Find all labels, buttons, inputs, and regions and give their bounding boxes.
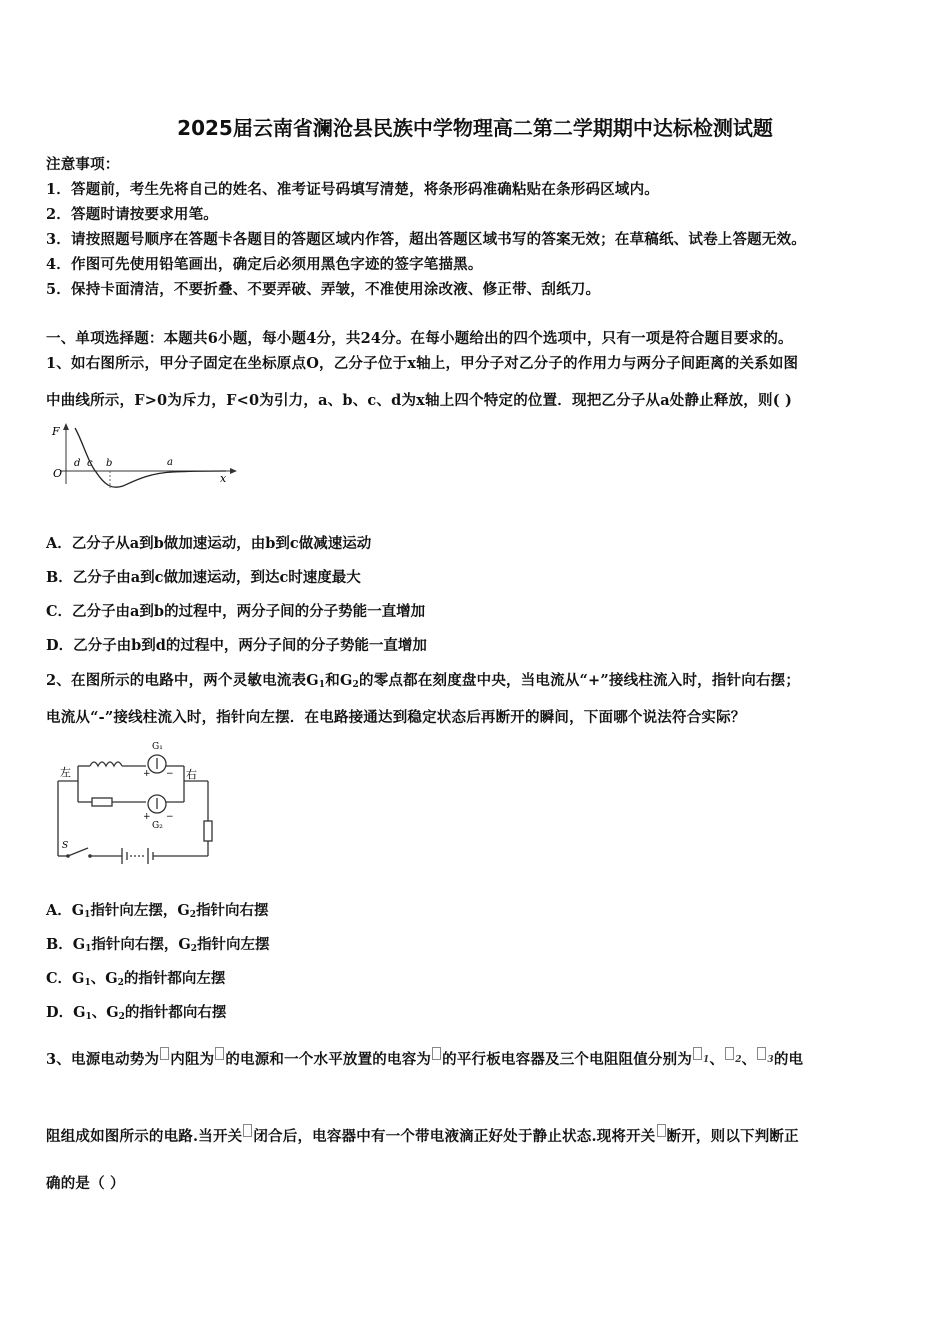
q2-option-d: D．$G_1$、$G_2$的指针都向右摆 [46, 1004, 227, 1022]
missing-symbol-box [757, 1047, 766, 1060]
g1-label: G₁ [152, 742, 163, 752]
notice-heading: 注意事项： [46, 156, 120, 173]
missing-symbol-box [432, 1047, 441, 1060]
missing-symbol-box [693, 1047, 702, 1060]
y-axis-label: F [52, 425, 60, 438]
q2-stem: 2、在图所示的电路中，两个灵敏电流表$G_1$和$G_2$的零点都在刻度盘中央，当电流从“+”接线柱流入时，指针向右摆； [46, 672, 801, 690]
point-d-label: d [74, 458, 81, 469]
q2-option-c: C．$G_1$、$G_2$的指针都向左摆 [46, 970, 226, 988]
switch-label: S [62, 841, 69, 851]
g2-plus: + [143, 812, 151, 822]
q2-option-b: B．$G_1$指针向右摆，$G_2$指针向左摆 [46, 936, 270, 954]
switch-contact [88, 854, 92, 858]
missing-symbol-box [160, 1047, 169, 1060]
notice-item: 4．作图可先使用铅笔画出，确定后必须用黑色字迹的签字笔描黑。 [46, 256, 483, 273]
inductor [90, 762, 122, 766]
resistor [92, 798, 112, 806]
x-axis-label: x [220, 472, 227, 485]
switch-s [68, 848, 88, 856]
q1-option-c: C．乙分子由a到b的过程中，两分子间的分子势能一直增加 [46, 603, 426, 620]
load-resistor [204, 821, 212, 841]
left-label: 左 [60, 766, 71, 779]
force-distance-graph [48, 420, 243, 490]
missing-symbol-box [215, 1047, 224, 1060]
circuit-diagram [48, 736, 218, 866]
origin-label: O [53, 467, 63, 480]
point-c-label: c [87, 458, 93, 469]
q2-option-a: A．$G_1$指针向左摆，$G_2$指针向右摆 [46, 902, 269, 920]
force-curve [75, 428, 226, 487]
notice-item: 3．请按照题号顺序在答题卡各题目的答题区域内作答，超出答题区域书写的答案无效；在草稿纸、试卷上答题无效。 [46, 231, 806, 248]
notice-item: 5．保持卡面清洁，不要折叠、不要弄破、弄皱，不准使用涂改液、修正带、刮纸刀。 [46, 281, 601, 298]
point-a-label: a [167, 457, 173, 468]
right-label: 右 [186, 768, 197, 781]
missing-symbol-box [243, 1124, 252, 1137]
page-title: 2025届云南省澜沧县民族中学物理高二第二学期期中达标检测试题 [177, 116, 773, 140]
g1-plus: + [143, 769, 151, 779]
g2-minus: − [166, 812, 174, 822]
section-heading: 一、单项选择题：本题共6小题，每小题4分，共24分。在每小题给出的四个选项中，只有一项是符合题目要求的。 [46, 330, 793, 347]
q1-option-a: A．乙分子从a到b做加速运动，由b到c做减速运动 [46, 535, 372, 552]
missing-symbol-box [657, 1124, 666, 1137]
missing-symbol-box [725, 1047, 734, 1060]
q3-stem: 阻组成如图所示的电路.当开关 闭合后，电容器中有一个带电液滴正好处于静止状态.现将开关 断开，则以下判断正 [46, 1124, 799, 1146]
q2-stem: 电流从“-”接线柱流入时，指针向左摆．在电路接通达到稳定状态后再断开的瞬间，下面哪个说法符合实际？ [46, 709, 746, 726]
switch-contact [66, 854, 70, 858]
q3-stem: 3、电源电动势为 内阻为 的电源和一个水平放置的电容为 的平行板电容器及三个电阻阻值分别为 1、 2、 3的电 [46, 1047, 803, 1069]
x-axis-arrow [230, 468, 237, 474]
notice-item: 1．答题前，考生先将自己的姓名、准考证号码填写清楚，将条形码准确粘贴在条形码区域内。 [46, 181, 659, 198]
point-b-label: b [106, 458, 113, 469]
q1-stem: 中曲线所示，F>0为斥力，F<0为引力，a、b、c、d为x轴上四个特定的位置．现把乙分子从a处静止释放，则( ) [46, 392, 793, 409]
notice-item: 2．答题时请按要求用笔。 [46, 206, 218, 223]
q1-option-b: B．乙分子由a到c做加速运动，到达c时速度最大 [46, 569, 361, 586]
g1-minus: − [166, 769, 174, 779]
q1-option-d: D．乙分子由b到d的过程中，两分子间的分子势能一直增加 [46, 637, 427, 654]
y-axis-arrow [63, 423, 69, 430]
q3-stem: 确的是（ ） [46, 1175, 125, 1192]
q1-stem: 1、如右图所示，甲分子固定在坐标原点O，乙分子位于x轴上，甲分子对乙分子的作用力与两分子间距离的关系如图 [46, 355, 799, 372]
g2-label: G₂ [152, 821, 163, 831]
